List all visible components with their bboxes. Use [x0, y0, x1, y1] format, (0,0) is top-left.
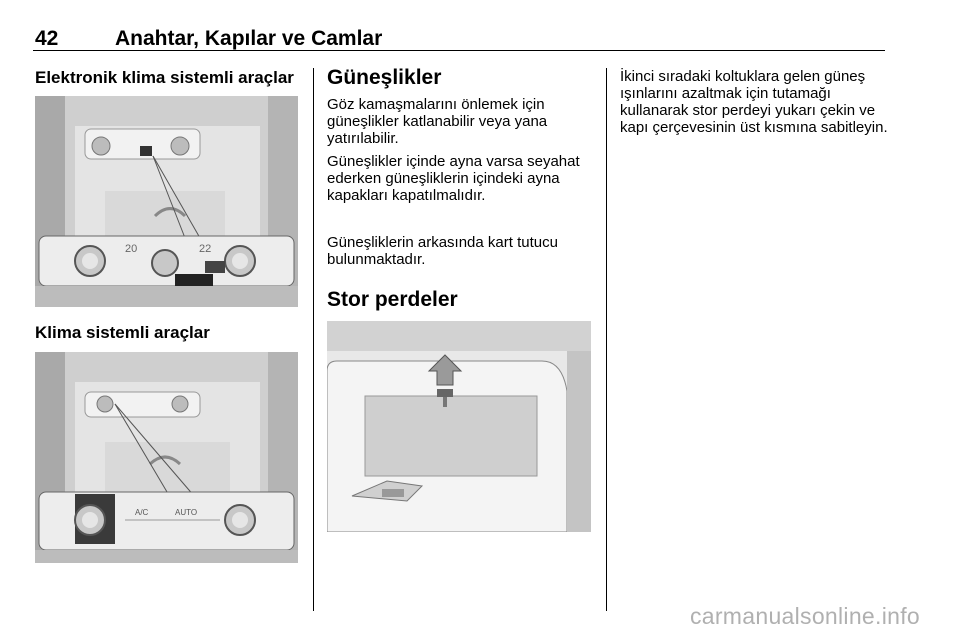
temp-right-label: 22 [199, 243, 212, 255]
sunvisors-paragraph-3: Güneşliklerin arkasında kart tutucu bulunmaktadır. [327, 234, 558, 268]
blinds-paragraph: İkinci sıradaki koltuklara gelen güneş ışınlarını azaltmak için tutamağı kullanarak stor perdeyi yukarı çekin ve kapı çerçevesinin üst kısmına sabitleyin. [620, 68, 888, 136]
section-title-sunvisors: Güneşlikler [327, 66, 442, 89]
sunvisors-paragraph-1: Göz kamaşmalarını önlemek için güneşlikler katlanabilir veya yana yatırılabilir. [327, 96, 548, 147]
figure-climate-panel [35, 352, 298, 563]
sunvisors-paragraph-2: Güneşlikler içinde ayna varsa seyahat ederken güneşliklerin içindeki ayna kapakları kapatılmalıdır. [327, 153, 580, 204]
section-title-blinds: Stor perdeler [327, 288, 458, 311]
watermark-text: carmanualsonline.info [689, 603, 920, 629]
ac-label: A/C [135, 508, 149, 517]
figure-electronic-climate-panel [35, 96, 298, 307]
page-number: 42 [35, 27, 59, 50]
figure-sun-blind [327, 321, 591, 532]
heading-climate: Klima sistemli araçlar [35, 323, 210, 342]
header-divider [33, 50, 885, 51]
page-title: Anahtar, Kapılar ve Camlar [115, 27, 383, 50]
column-divider-right [606, 68, 607, 611]
auto-label: AUTO [175, 508, 198, 517]
heading-electronic-climate: Elektronik klima sistemli araçlar [35, 68, 294, 87]
column-divider-left [313, 68, 314, 611]
temp-left-label: 20 [125, 243, 138, 255]
